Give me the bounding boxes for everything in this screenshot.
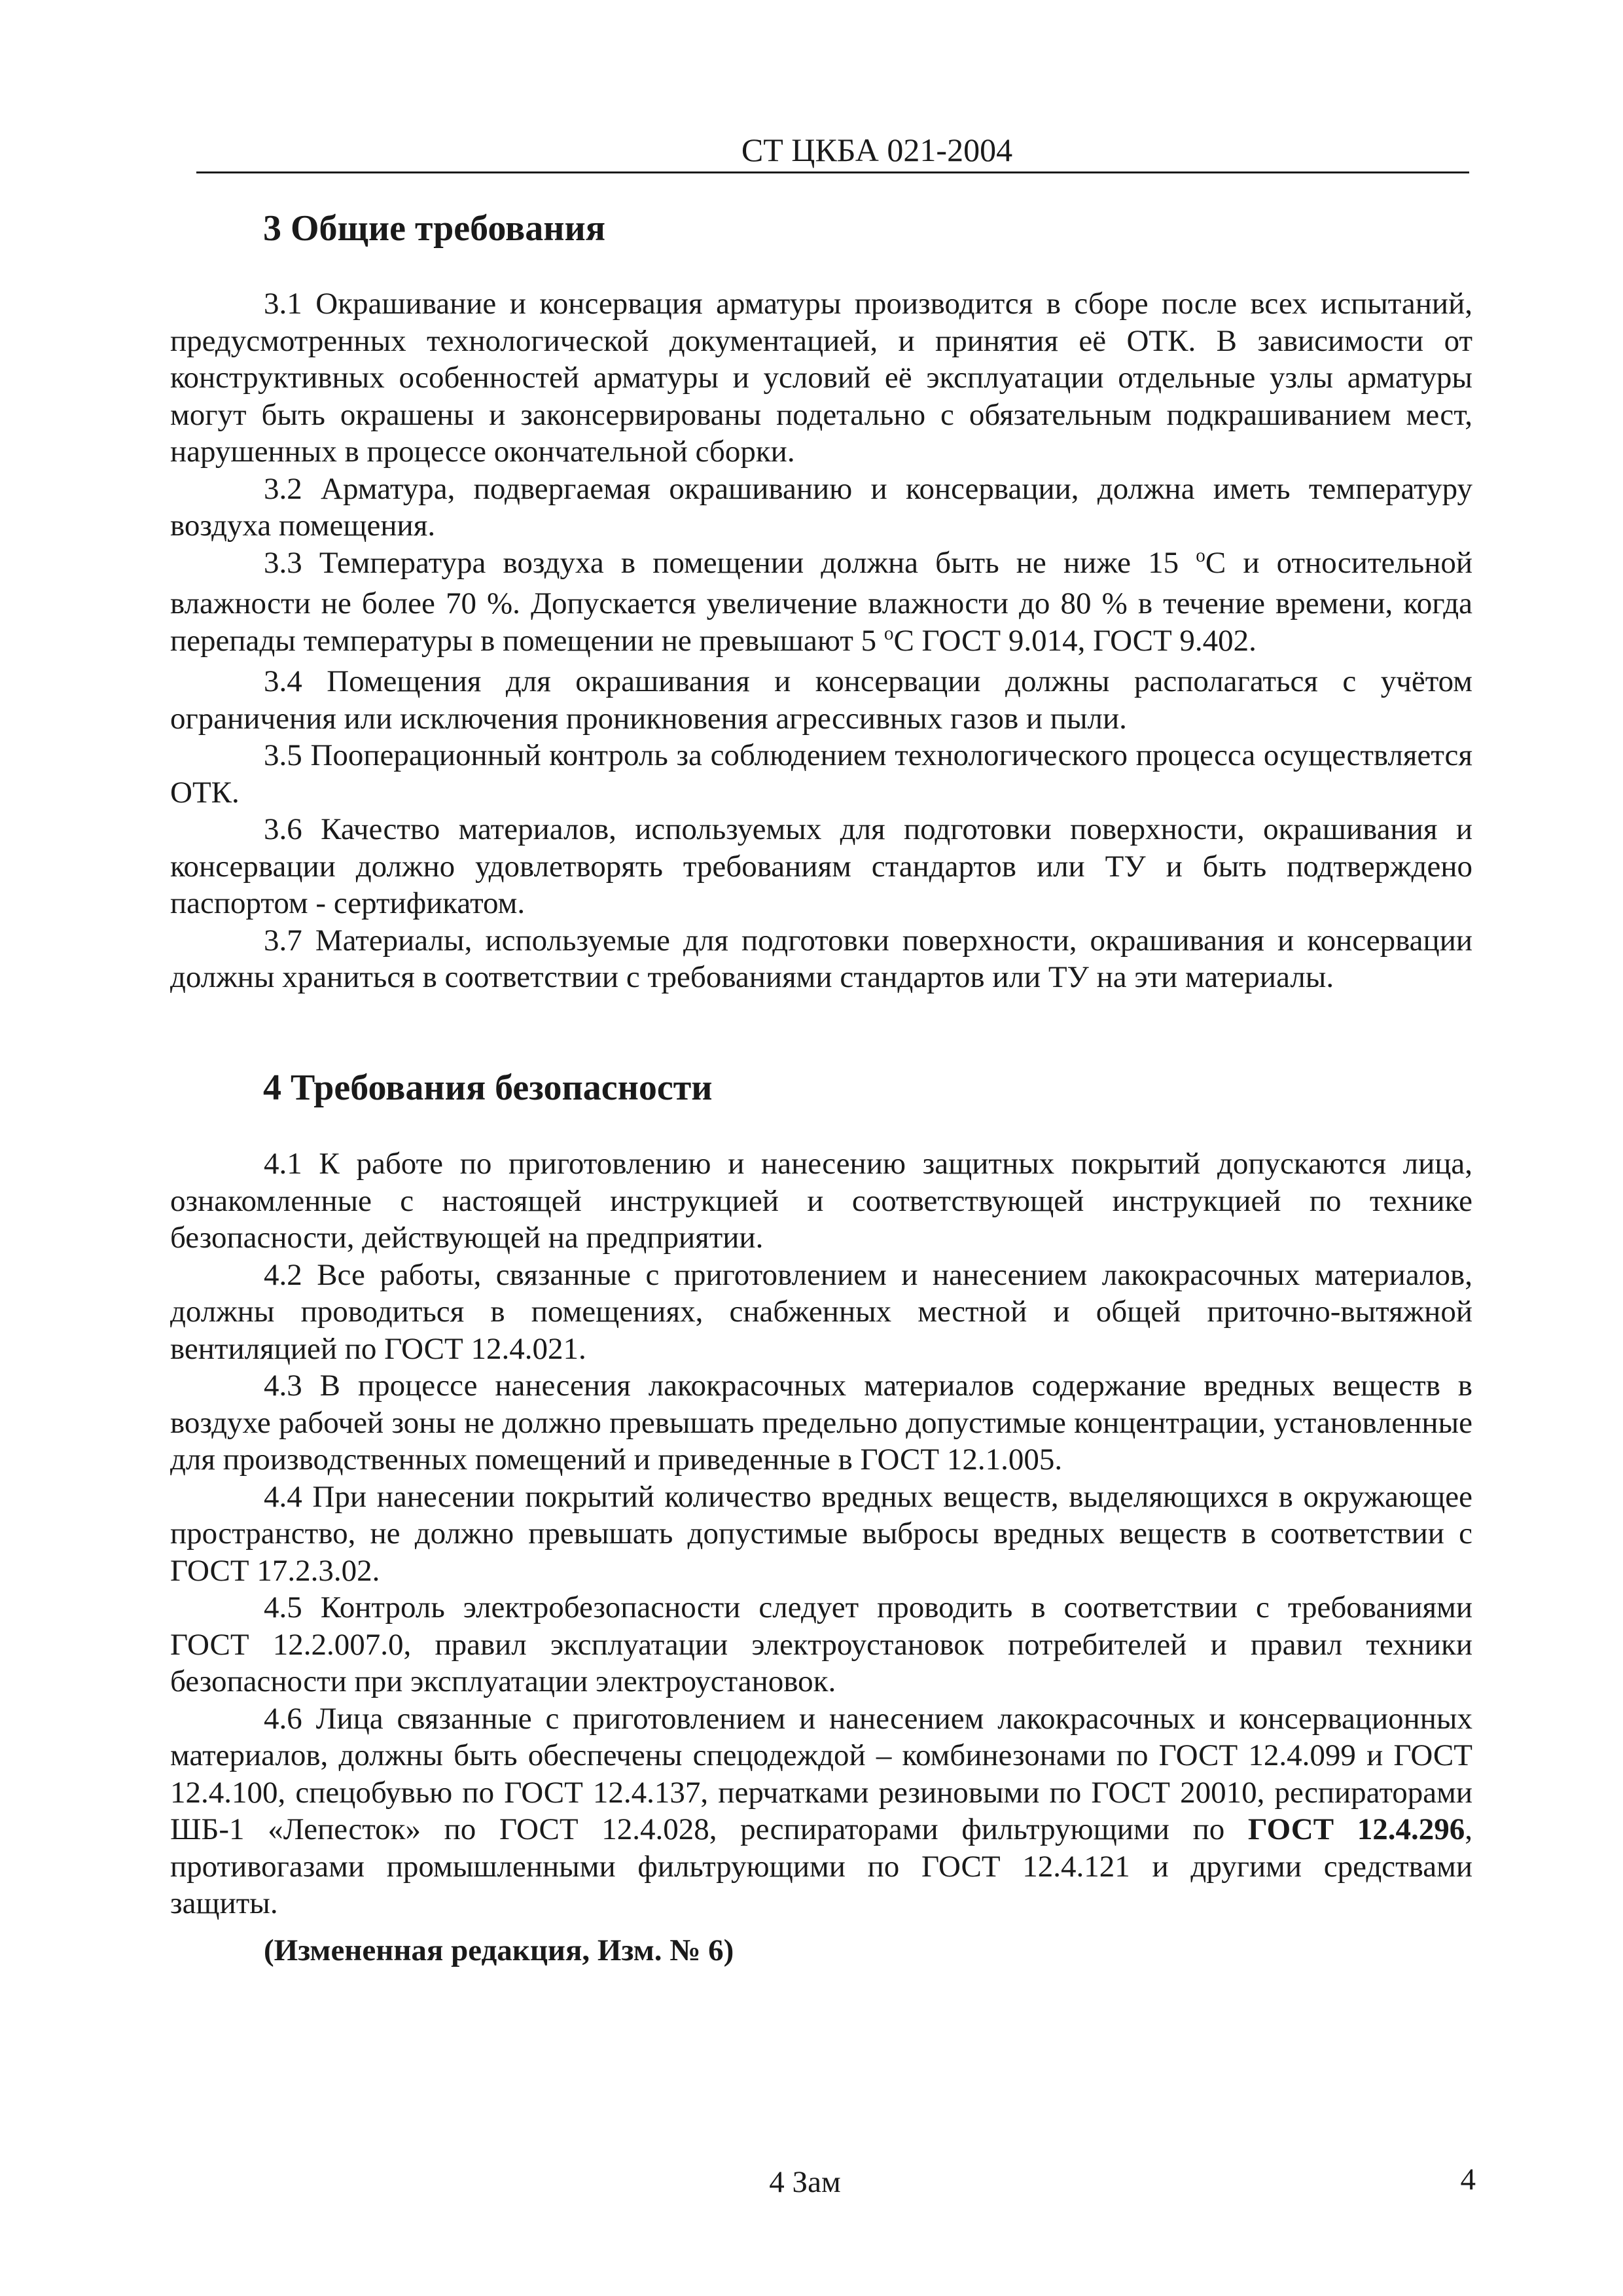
paragraph-3-4: 3.4 Помещения для окрашивания и консервации должны располагаться с учётом ограничения или исключения проникновения агрессивных газов и пыли. <box>170 664 1472 736</box>
paragraph-3-3: 3.3 Температура воздуха в помещении должна быть не ниже 15 $^о$С и относительной влажности не более 70 %. Допускается увеличение влажности до 80 % в течение времени, когда перепады температуры в помещении не превышают 5 $^о$С ГОСТ 9.014, ГОСТ 9.402. <box>170 545 1472 658</box>
paragraph-3-7: 3.7 Материалы, используемые для подготовки поверхности, окрашивания и консервации должны храниться в соответствии с требованиями стандартов или ТУ на эти материалы. <box>170 923 1472 994</box>
document-code: СТ ЦКБА 021-2004 <box>741 132 1013 168</box>
section-4-body <box>170 1145 1472 1922</box>
paragraph-4-4: 4.4 При нанесении покрытий количество вредных веществ, выделяющихся в окружающее пространство, не должно превышать допустимые выбросы вредных веществ в соответствии с ГОСТ 17.2.3.02. <box>170 1479 1472 1588</box>
paragraph-4-3: 4.3 В процессе нанесения лакокрасочных материалов содержание вредных веществ в воздухе рабочей зоны не должно превышать предельно допустимые концентрации, установленные для производственных помещений и приведенные в ГОСТ 12.1.005. <box>170 1369 1472 1477</box>
change-mark: 4 Зам <box>769 2165 841 2199</box>
paragraph-4-2: 4.2 Все работы, связанные с приготовлением и нанесением лакокрасочных материалов, должны проводиться в помещениях, снабженных местной и общей приточно-вытяжной вентиляцией по ГОСТ 12.4.021. <box>170 1257 1472 1366</box>
amendment-note: (Измененная редакция, Изм. № 6) <box>264 1933 734 1967</box>
header-rule <box>196 171 1469 173</box>
paragraph-4-1: 4.1 К работе по приготовлению и нанесению защитных покрытий допускаются лица, ознакомленные с настоящей инструкцией и соответствующей инструкцией по технике безопасности, действующей на предприятии. <box>170 1147 1472 1255</box>
paragraph-4-5: 4.5 Контроль электробезопасности следует проводить в соответствии с требованиями ГОСТ 12.2.007.0, правил эксплуатации электроустановок потребителей и правил техники безопасности при эксплуатации электроустановок. <box>170 1590 1472 1698</box>
paragraph-3-5: 3.5 Пооперационный контроль за соблюдением технологического процесса осуществляется ОТК. <box>170 738 1472 810</box>
section-4-heading: 4 Требования безопасности <box>263 1067 713 1108</box>
degree-mark: о <box>1196 545 1205 567</box>
section-3-body <box>170 285 1472 996</box>
degree-mark: о <box>883 623 894 645</box>
paragraph-3-2: 3.2 Арматура, подвергаемая окрашиванию и консервации, должна иметь температуру воздуха помещения. <box>170 471 1472 543</box>
gost-bold-reference: ГОСТ 12.4.296 <box>1247 1812 1465 1846</box>
paragraph-3-6: 3.6 Качество материалов, используемых для подготовки поверхности, окрашивания и консервации должно удовлетворять требованиям стандартов или ТУ и быть подтверждено паспортом - сертификатом. <box>170 812 1472 920</box>
page-number: 4 <box>1460 2162 1476 2197</box>
section-3-heading: 3 Общие требования <box>263 208 606 249</box>
paragraph-4-6: 4.6 Лица связанные с приготовлением и нанесением лакокрасочных и консервационных материалов, должны быть обеспечены спецодеждой – комбинезонами по ГОСТ 12.4.099 и ГОСТ 12.4.100, спецобувью по ГОСТ 12.4.137, перчатками резиновыми по ГОСТ 20010, респираторами ШБ-1 «Лепесток» по ГОСТ 12.4.028, респираторами фильтрующими по ГОСТ 12.4.296, противогазами промышленными фильтрующими по ГОСТ 12.4.121 и другими средствами защиты. <box>170 1701 1473 1920</box>
paragraph-3-1: 3.1 Окрашивание и консервация арматуры производится в сборе после всех испытаний, предусмотренных технологической документацией, и принятия её ОТК. В зависимости от конструктивных особенностей арматуры и условий её эксплуатации отдельные узлы арматуры могут быть окрашены и законсервированы подетально с обязательным подкрашиванием мест, нарушенных в процессе окончательной сборки. <box>170 287 1472 469</box>
